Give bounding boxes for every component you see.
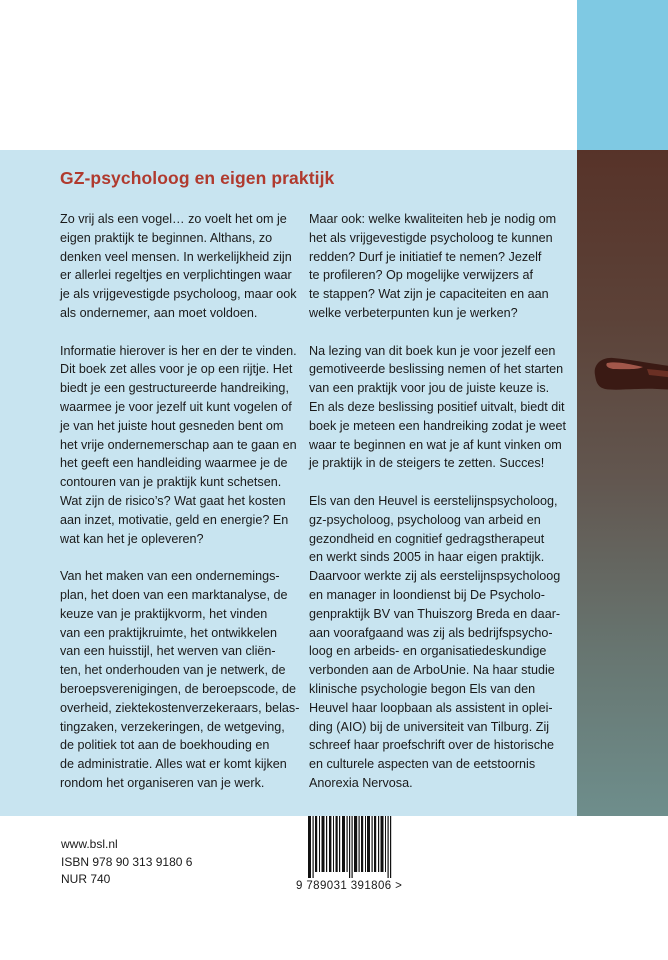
right-strip-sky-blue (577, 0, 668, 150)
website-link[interactable]: www.bsl.nl (61, 837, 118, 851)
text-line: van een huisstijl, het werven van cliën- (60, 644, 276, 659)
text-line: genpraktijk BV van Thuiszorg Breda en daar- (309, 606, 561, 621)
text-line: loog en arbeids- en organisatiedeskundige (309, 644, 547, 659)
text-line: tingzaken, verzekeringen, de wetgeving, (60, 719, 285, 734)
publisher-info (61, 836, 192, 889)
right-strip-photo (577, 150, 668, 816)
text-line: aan voorafgaand was zij als bedrijfspsycho- (309, 625, 553, 640)
text-line: en manager in loondienst bij De Psycholo- (309, 587, 545, 602)
text-line: als ondernemer, aan moet voldoen. (60, 305, 258, 320)
text-line: Van het maken van een ondernemings- (60, 569, 280, 584)
text-line: Els van den Heuvel is eerstelijnspsycholoog, (309, 493, 558, 508)
text-line: het als vrijgevestigde psycholoog te kunnen (309, 230, 553, 245)
text-line: schreef haar proefschrift over de historische (309, 738, 554, 753)
text-line: verbonden aan de ArboUnie. Na haar studie (309, 663, 555, 678)
text-line: Dit boek zet alles voor je op een rijtje. Het (60, 362, 293, 377)
text-line: gezondheid en cognitief gedragstherapeut (309, 531, 545, 546)
author-bio (309, 492, 571, 793)
fist-image-icon (587, 345, 668, 395)
text-line: Anorexia Nervosa. (309, 775, 413, 790)
top-white-area (0, 0, 577, 150)
text-line: te profileren? Op mogelijke verwijzers af (309, 268, 533, 283)
text-line: keuze van je praktijkvorm, het vinden (60, 606, 268, 621)
text-line: het vrije ondernemerschap aan te gaan en (60, 437, 297, 452)
text-line: Zo vrij als een vogel… zo voelt het om je (60, 212, 287, 226)
text-line: Heuvel haar loopbaan als assistent in oplei- (309, 700, 553, 715)
text-line: je van het juiste hout gesneden bent om (60, 418, 284, 433)
paragraph (60, 342, 300, 549)
text-line: gemotiveerde beslissing nemen of het starten (309, 362, 564, 377)
paragraph (60, 210, 300, 323)
barcode-icon (296, 816, 416, 908)
text-line: ten, het onderhouden van je netwerk, de (60, 663, 286, 678)
text-line: welke verbeterpunten kun je werken? (309, 305, 518, 320)
isbn-text: ISBN 978 90 313 9180 6 (61, 854, 193, 869)
text-line: Maar ook: welke kwaliteiten heb je nodig om (309, 212, 557, 226)
text-line: gz-psycholoog, psycholoog van arbeid en (309, 512, 541, 527)
text-line: denken veel mensen. In werkelijkheid zijn (60, 249, 292, 264)
text-line: de politiek tot aan de boekhouding en (60, 738, 270, 753)
text-line: eigen praktijk te beginnen. Althans, zo (60, 230, 273, 245)
text-line: wat kan het je opleveren? (60, 531, 204, 546)
barcode-number: 9 789031 391806 > (296, 880, 403, 892)
text-line: contouren van je praktijk kunt schetsen. (60, 475, 282, 490)
text-line: en werkt sinds 2005 in haar eigen praktijk. (309, 550, 545, 565)
paragraph (309, 342, 571, 474)
text-line: waarmee je voor jezelf uit kunt vogelen of (60, 399, 292, 414)
text-line: je als vrijgevestigde psycholoog, maar ook (60, 287, 297, 302)
paragraph (60, 567, 300, 793)
text-line: klinische psychologie begon Els van den (309, 681, 536, 696)
text-line: je praktijk in de steigers te zetten. Succes! (309, 456, 545, 471)
text-line: van een praktijk voor jou de juiste keuze is. (309, 381, 550, 396)
text-line: beroepsverenigingen, de beroepscode, de (60, 681, 296, 696)
text-line: het geeft een handleiding waarmee je de (60, 456, 288, 471)
text-line: overheid, ziektekostenverzekeraars, belas- (60, 700, 300, 715)
text-line: redden? Durf je initiatief te nemen? Jezelf (309, 249, 542, 264)
text-line: En als deze beslissing positief uitvalt, biedt dit (309, 399, 565, 414)
text-line: biedt je een gestructureerde handreiking, (60, 381, 289, 396)
text-line: ding (AIO) bij de universiteit van Tilburg. Zij (309, 719, 550, 734)
text-line: Informatie hierover is her en der te vinden. (60, 343, 297, 358)
text-line: Na lezing van dit boek kun je voor jezelf een (309, 343, 556, 358)
text-line: te stappen? Wat zijn je capaciteiten en aan (309, 287, 549, 302)
left-column (60, 210, 300, 812)
text-line: en culturele aspecten van de eetstoornis (309, 757, 536, 772)
text-line: er allerlei regeltjes en verplichtingen waar (60, 268, 292, 283)
text-line: Wat zijn de risico’s? Wat gaat het kosten (60, 493, 286, 508)
text-line: boek je meteen een handreiking zodat je weet (309, 418, 566, 433)
text-line: de administratie. Alles wat er komt kijken (60, 757, 287, 772)
text-line: Daarvoor werkte zij als eerstelijnspsycholoog (309, 569, 561, 584)
paragraph (309, 210, 571, 323)
text-line: waar te beginnen en wat je af kunt vinken om (309, 437, 562, 452)
text-line: aan inzet, motivatie, geld en energie? En (60, 512, 289, 527)
text-line: plan, het doen van een marktanalyse, de (60, 587, 288, 602)
text-line: rondom het organiseren van je werk. (60, 775, 265, 790)
right-column (309, 210, 571, 812)
cover-title: GZ-psycholoog en eigen praktijk (60, 168, 335, 188)
text-line: van een praktijkruimte, het ontwikkelen (60, 625, 278, 640)
nur-code: NUR 740 (61, 872, 111, 886)
